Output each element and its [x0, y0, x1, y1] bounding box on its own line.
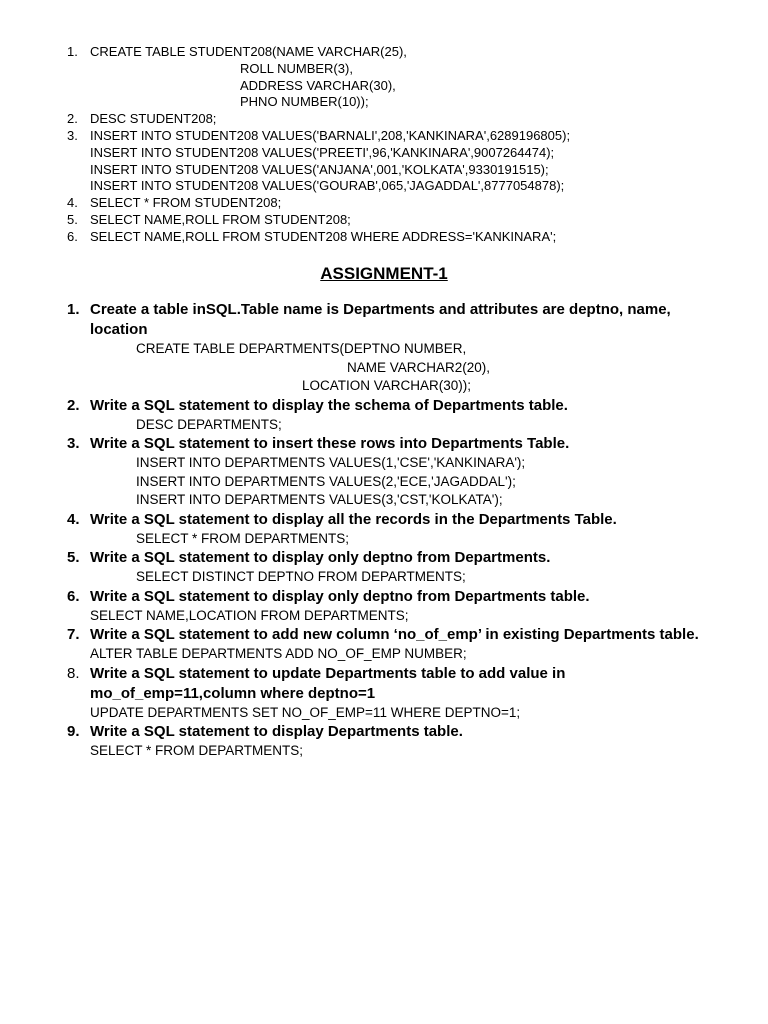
question-number: 1.: [67, 301, 80, 318]
question-row: [0, 625, 768, 645]
question-text: Write a SQL statement to display the schema of Departments table.: [90, 396, 568, 414]
answer-line: [0, 473, 768, 492]
list-number: 5.: [67, 211, 78, 227]
list-item: [0, 229, 768, 246]
question-text: Write a SQL statement to display only deptno from Departments.: [90, 549, 551, 566]
answer-text: SELECT NAME,LOCATION FROM DEPARTMENTS;: [90, 607, 409, 623]
question-row-continuation: [0, 320, 768, 340]
question-number: 4.: [67, 510, 80, 528]
question-text: Write a SQL statement to insert these rows into Departments Table.: [90, 435, 570, 452]
answer-line: [0, 530, 768, 549]
list-number: 2.: [67, 111, 78, 127]
question-number: 6.: [67, 587, 80, 605]
sql-line: SELECT * FROM STUDENT208;: [90, 195, 282, 211]
answer-line: [0, 704, 768, 723]
question-row: [0, 548, 768, 568]
answer-line: [0, 454, 768, 473]
assignment-list: [0, 300, 768, 761]
question-row: [0, 300, 768, 320]
answer-line: [0, 607, 768, 626]
sql-line: SELECT NAME,ROLL FROM STUDENT208;: [90, 211, 351, 227]
list-item-continuation: [0, 162, 768, 179]
answer-text: SELECT * FROM DEPARTMENTS;: [90, 743, 304, 758]
answer-line: [0, 491, 768, 510]
answer-line: [0, 742, 768, 761]
question-number: 9.: [67, 723, 80, 740]
question-row: [0, 510, 768, 530]
sql-line: INSERT INTO STUDENT208 VALUES('GOURAB',065,'JAGADDAL',8777054878);: [90, 178, 565, 194]
sql-line: INSERT INTO STUDENT208 VALUES('PREETI',96,'KANKINARA',9007264474);: [90, 144, 555, 160]
question-row: [0, 587, 768, 607]
list-item: [0, 111, 768, 128]
list-item-continuation: [0, 61, 768, 78]
sql-line: ADDRESS VARCHAR(30),: [240, 77, 396, 93]
answer-text: NAME VARCHAR2(20),: [347, 359, 491, 375]
list-item-continuation: [0, 145, 768, 162]
question-number: 7.: [67, 626, 80, 643]
question-row: [0, 722, 768, 742]
answer-line: [0, 645, 768, 664]
question-text: Write a SQL statement to display only deptno from Departments table.: [90, 587, 590, 605]
answer-text: LOCATION VARCHAR(30));: [302, 378, 472, 393]
list-item: [0, 195, 768, 212]
sql-line: SELECT NAME,ROLL FROM STUDENT208 WHERE ADDRESS='KANKINARA';: [90, 228, 557, 244]
question-text: Write a SQL statement to display all the records in the Departments Table.: [90, 510, 617, 528]
question-text: Create a table inSQL.Table name is Departments and attributes are deptno, name,: [90, 301, 671, 318]
assignment-heading: ASSIGNMENT-1: [320, 264, 448, 283]
list-number: 1.: [67, 44, 78, 59]
question-row: [0, 434, 768, 454]
answer-text: ALTER TABLE DEPARTMENTS ADD NO_OF_EMP NUMBER;: [90, 646, 467, 661]
answer-text: INSERT INTO DEPARTMENTS VALUES(3,'CST,'KOLKATA');: [136, 492, 503, 507]
answer-line: [0, 340, 768, 359]
question-row: [0, 664, 768, 684]
answer-line: [0, 416, 768, 435]
answer-text: INSERT INTO DEPARTMENTS VALUES(2,'ECE,'JAGADDAL');: [136, 473, 516, 489]
list-item-continuation: [0, 78, 768, 95]
list-item-continuation: [0, 178, 768, 195]
sql-line: CREATE TABLE STUDENT208(NAME VARCHAR(25),: [90, 44, 407, 59]
answer-text: DESC DEPARTMENTS;: [136, 416, 282, 432]
assignment-heading-row: [0, 263, 768, 285]
question-row: [0, 396, 768, 416]
question-text: Write a SQL statement to add new column ‘no_of_emp’ in existing Departments table.: [90, 626, 699, 643]
answer-line: [0, 377, 768, 396]
question-number: 2.: [67, 396, 80, 414]
answer-line: [0, 359, 768, 378]
sql-line: PHNO NUMBER(10));: [240, 94, 369, 110]
sql-line: INSERT INTO STUDENT208 VALUES('ANJANA',001,'KOLKATA',9330191515);: [90, 161, 549, 177]
question-text: Write a SQL statement to display Departments table.: [90, 723, 463, 740]
question-text: location: [90, 321, 148, 338]
sql-line: DESC STUDENT208;: [90, 111, 217, 127]
list-item-continuation: [0, 94, 768, 111]
answer-text: SELECT * FROM DEPARTMENTS;: [136, 530, 350, 546]
answer-line: [0, 568, 768, 587]
question-row-continuation: [0, 684, 768, 704]
question-text: Write a SQL statement to update Departments table to add value in: [90, 664, 566, 682]
question-number: 3.: [67, 435, 80, 452]
list-number: 3.: [67, 127, 78, 143]
list-item: [0, 212, 768, 229]
question-number: 5.: [67, 549, 80, 566]
sql-line: INSERT INTO STUDENT208 VALUES('BARNALI',208,'KANKINARA',6289196805);: [90, 127, 571, 143]
list-number: 4.: [67, 195, 78, 211]
answer-text: UPDATE DEPARTMENTS SET NO_OF_EMP=11 WHERE DEPTNO=1;: [90, 704, 521, 720]
question-number: 8.: [67, 664, 80, 682]
list-item: [0, 128, 768, 145]
student-sql-list: [0, 44, 768, 246]
question-text: mo_of_emp=11,column where deptno=1: [90, 684, 376, 702]
list-item: [0, 44, 768, 61]
answer-text: INSERT INTO DEPARTMENTS VALUES(1,'CSE','KANKINARA');: [136, 455, 526, 470]
answer-text: CREATE TABLE DEPARTMENTS(DEPTNO NUMBER,: [136, 341, 467, 356]
answer-text: SELECT DISTINCT DEPTNO FROM DEPARTMENTS;: [136, 569, 466, 584]
list-number: 6.: [67, 228, 78, 244]
sql-line: ROLL NUMBER(3),: [240, 60, 353, 76]
